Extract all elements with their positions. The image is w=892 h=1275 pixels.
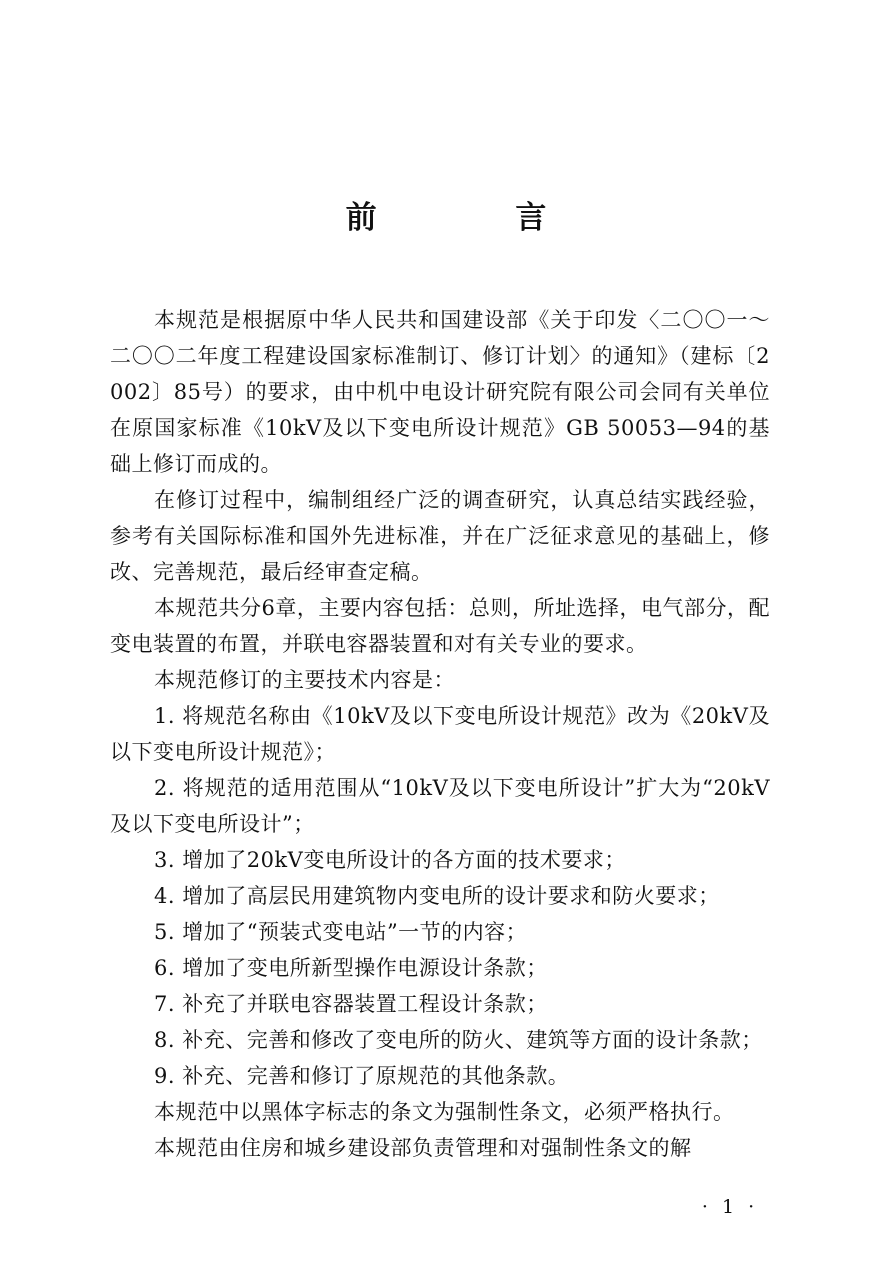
- page-title: 前 言: [345, 200, 611, 236]
- paragraph-intro: 本规范是根据原中华人民共和国建设部《关于印发〈二〇〇一～二〇〇二年度工程建设国家标准制订、修订计划〉的通知》（建标〔2002〕85号）的要求，由中机中电设计研究院有限公司会同有关单位在原国家标准《10kV及以下变电所设计规范》GB 50053—94的基础上修订而成的。: [110, 308, 770, 476]
- paragraph-administration: 本规范由住房和城乡建设部负责管理和对强制性条文的解: [154, 1136, 692, 1160]
- paragraph-main-changes-heading: 本规范修订的主要技术内容是：: [154, 668, 455, 692]
- paragraph-revision-process: 在修订过程中，编制组经广泛的调查研究，认真总结实践经验，参考有关国际标准和国外先进标准，并在广泛征求意见的基础上，修改、完善规范，最后经审查定稿。: [110, 488, 770, 584]
- list-item-9: 9. 补充、完善和修订了原规范的其他条款。: [154, 1064, 570, 1088]
- list-item-5: 5. 增加了“预装式变电站”一节的内容；: [154, 920, 528, 944]
- list-item-4: 4. 增加了高层民用建筑物内变电所的设计要求和防火要求；: [154, 884, 720, 908]
- list-item-8: 8. 补充、完善和修改了变电所的防火、建筑等方面的设计条款；: [154, 1028, 763, 1052]
- list-item-2: 2. 将规范的适用范围从“10kV及以下变电所设计”扩大为“20kV及以下变电所设计”；: [110, 776, 770, 836]
- list-item-6: 6. 增加了变电所新型操作电源设计条款；: [154, 956, 548, 980]
- list-item-1: 1. 将规范名称由《10kV及以下变电所设计规范》改为《20kV及以下变电所设计规范》；: [110, 704, 770, 764]
- paragraph-mandatory-provisions: 本规范中以黑体字标志的条文为强制性条文，必须严格执行。: [154, 1100, 735, 1124]
- list-item-3: 3. 增加了20kV变电所设计的各方面的技术要求；: [154, 848, 626, 872]
- page-number: · 1 ·: [701, 1196, 759, 1218]
- paragraph-contents: 本规范共分6章，主要内容包括：总则，所址选择，电气部分，配变电装置的布置，并联电容器装置和对有关专业的要求。: [110, 596, 770, 656]
- list-item-7: 7. 补充了并联电容器装置工程设计条款；: [154, 992, 548, 1016]
- body-text: [110, 302, 770, 1166]
